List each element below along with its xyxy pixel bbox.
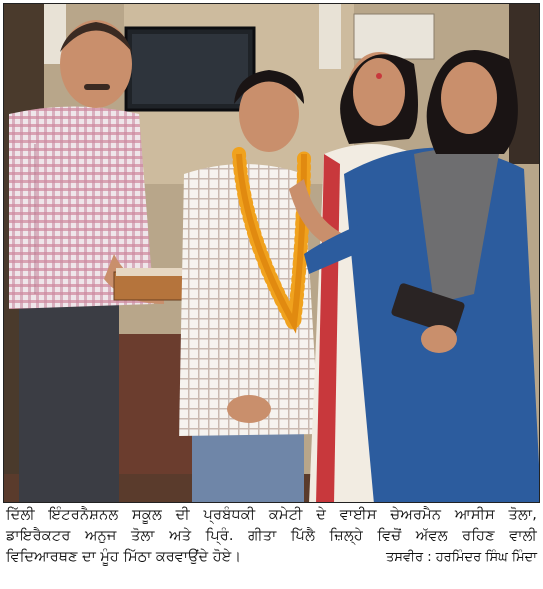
girl-jeans <box>192 424 304 503</box>
photo-credit: ਤਸਵੀਰ : ਹਰਮਿੰਦਰ ਸਿੰਘ ਮਿੰਦਾ <box>385 550 537 565</box>
bindi <box>376 73 382 79</box>
caption-line-1: ਦਿੱਲੀ ਇੰਟਰਨੈਸ਼ਨਲ ਸਕੂਲ ਦੀ ਪ੍ਰਬੰਧਕੀ ਕਮੇਟੀ ਦੇ ਵਾਈਸ ਚੇਅਰਮੈਨ ਆਸੀਸ ਤੋਲਾ, <box>6 507 537 523</box>
news-photo <box>3 3 540 503</box>
woman-blue-hand <box>421 325 457 353</box>
caption-line-2: ਡਾਇਰੈਕਟਰ ਅਨੁਜ ਤੋਲਾ ਅਤੇ ਪ੍ਰਿੰ. ਗੀਤਾ ਪਿੱਲੈ ਜ਼ਿਲ੍ਹੇ ਵਿਚੋਂ ਅੱਵਲ ਰਹਿਣ ਵਾਲੀ <box>6 528 537 544</box>
girl-hands <box>227 395 271 423</box>
wall-trim-right <box>319 4 341 69</box>
notice-board <box>354 14 434 59</box>
man-head <box>60 20 132 108</box>
man-mustache <box>84 84 110 90</box>
photo-caption <box>6 505 537 585</box>
caption-line-3-row <box>6 547 537 568</box>
caption-line-3: ਵਿਦਿਆਰਥਣ ਦਾ ਮੂੰਹ ਮਿੱਠਾ ਕਰਵਾਉਂਦੇ ਹੋਏ। <box>6 549 242 565</box>
photo-illustration <box>4 4 540 503</box>
man-trousers <box>19 304 119 503</box>
